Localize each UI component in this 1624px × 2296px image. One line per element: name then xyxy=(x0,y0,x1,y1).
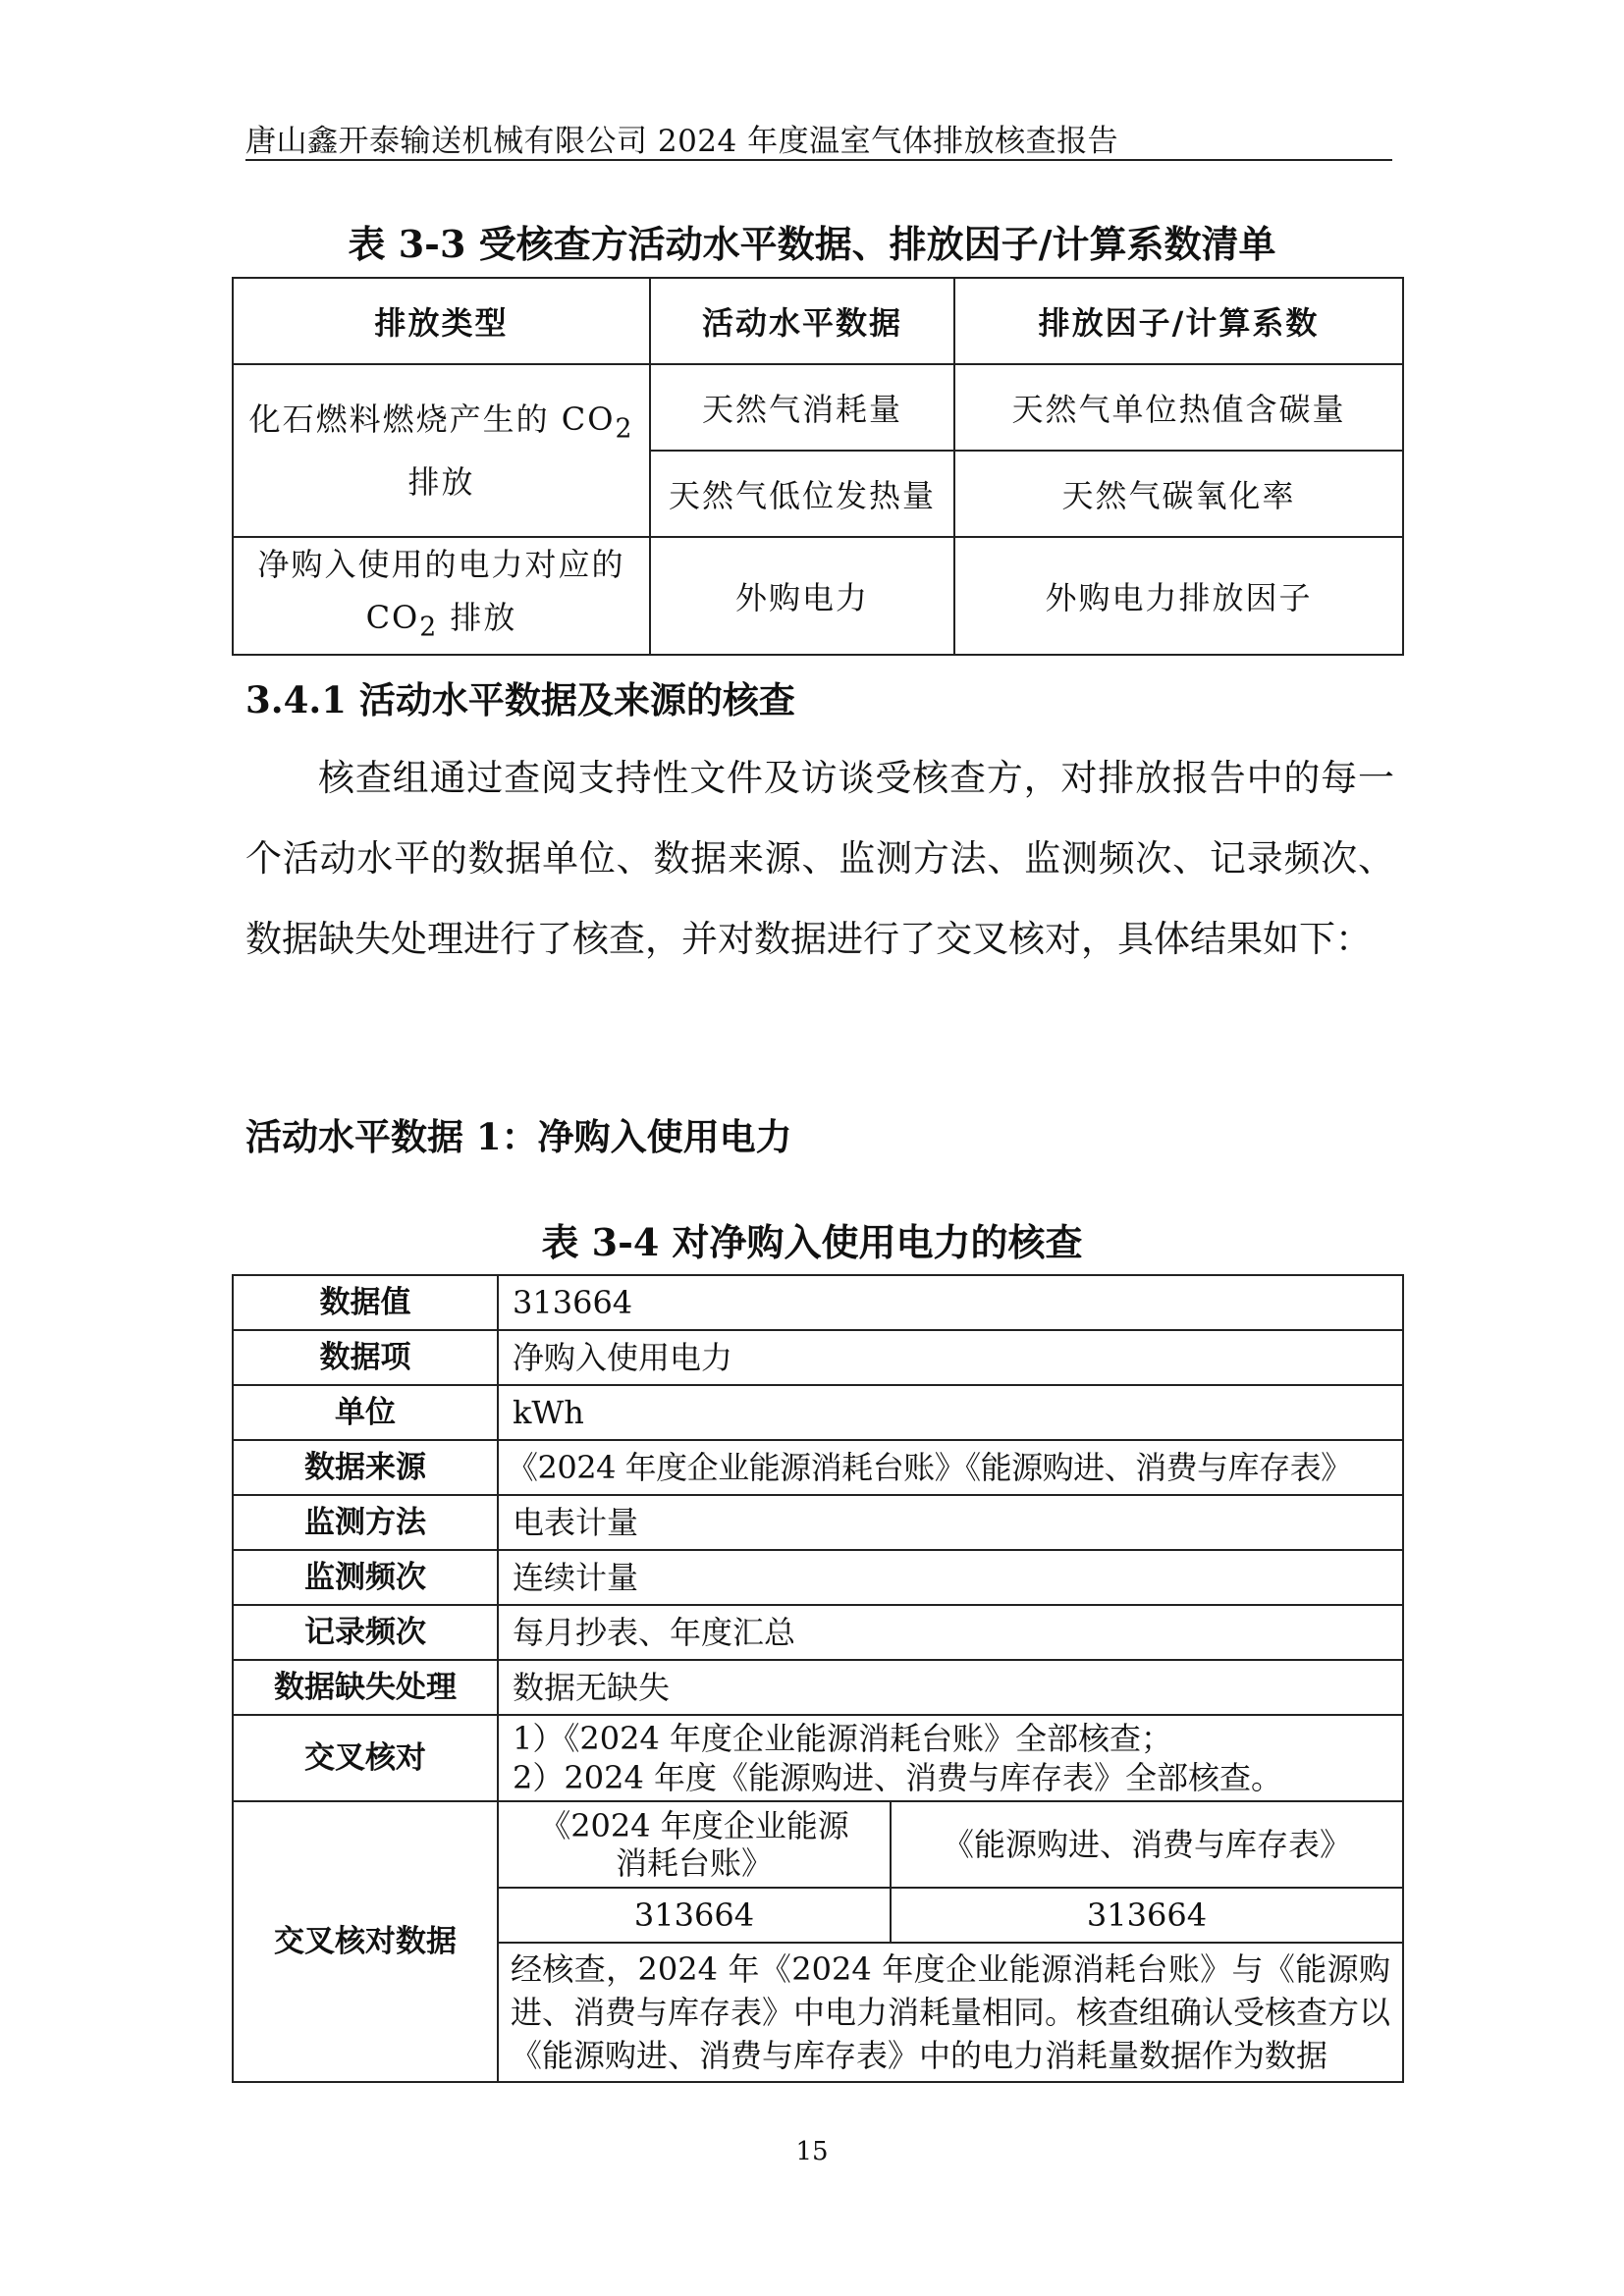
section-heading: 3.4.1 活动水平数据及来源的核查 xyxy=(245,678,795,721)
header-emission-type: 排放类型 xyxy=(233,278,650,364)
row-value: 净购入使用电力 xyxy=(498,1330,1403,1385)
cross-check-cell xyxy=(498,1715,1403,1801)
row-value: 电表计量 xyxy=(498,1495,1403,1550)
table-row xyxy=(233,1440,1403,1495)
row-value: 连续计量 xyxy=(498,1550,1403,1605)
table-header-row xyxy=(233,278,1403,364)
factor-cell: 天然气碳氧化率 xyxy=(954,451,1403,537)
cross-data-col1-value: 313664 xyxy=(498,1888,891,1943)
header-emission-factor: 排放因子/计算系数 xyxy=(954,278,1403,364)
cross-check-line: 2）2024 年度《能源购进、消费与库存表》全部核查。 xyxy=(513,1759,1282,1796)
activity-cell: 天然气低位发热量 xyxy=(650,451,954,537)
emission-type-line: 化石燃料燃烧产生的 CO xyxy=(248,400,616,438)
row-label: 记录频次 xyxy=(233,1605,498,1660)
row-value: 数据无缺失 xyxy=(498,1660,1403,1715)
subscript: 2 xyxy=(615,413,634,445)
row-label: 数据来源 xyxy=(233,1440,498,1495)
emission-type-line: 排放 xyxy=(407,463,475,502)
row-label: 数据项 xyxy=(233,1330,498,1385)
table-row xyxy=(233,1801,1403,1888)
table-row xyxy=(233,364,1403,451)
row-label: 数据值 xyxy=(233,1275,498,1330)
row-label: 单位 xyxy=(233,1385,498,1440)
table-row xyxy=(233,1550,1403,1605)
factor-cell: 天然气单位热值含碳量 xyxy=(954,364,1403,451)
table-3-3 xyxy=(232,277,1404,656)
page-header: 唐山鑫开泰输送机械有限公司 2024 年度温室气体排放核查报告 xyxy=(245,124,1119,159)
activity-cell: 外购电力 xyxy=(650,537,954,655)
table-row xyxy=(233,1275,1403,1330)
header-activity-data: 活动水平数据 xyxy=(650,278,954,364)
row-label: 交叉核对 xyxy=(233,1715,498,1801)
row-label: 数据缺失处理 xyxy=(233,1660,498,1715)
table-row xyxy=(233,1715,1403,1801)
page-number: 15 xyxy=(795,2137,829,2166)
subheading: 活动水平数据 1：净购入使用电力 xyxy=(245,1115,792,1158)
cross-data-col1-header: 《2024 年度企业能源消耗台账》 xyxy=(498,1801,891,1888)
row-label: 交叉核对数据 xyxy=(233,1801,498,2082)
table-row xyxy=(233,537,1403,655)
row-label: 监测频次 xyxy=(233,1550,498,1605)
subscript: 2 xyxy=(419,612,439,643)
table-3-4 xyxy=(232,1274,1404,2083)
cross-data-col2-value: 313664 xyxy=(891,1888,1403,1943)
emission-type-fossil xyxy=(233,364,650,537)
row-label: 监测方法 xyxy=(233,1495,498,1550)
paragraph-text: 核查组通过查阅支持性文件及访谈受核查方，对排放报告中的每一个活动水平的数据单位、数据来源、监测方法、监测频次、记录频次、数据缺失处理进行了核查，并对数据进行了交叉核对，具体结果如下： xyxy=(245,757,1394,960)
table-3-3-caption: 表 3-3 受核查方活动水平数据、排放因子/计算系数清单 xyxy=(348,222,1276,266)
cross-data-col2-header: 《能源购进、消费与库存表》 xyxy=(891,1801,1403,1888)
table-3-4-caption: 表 3-4 对净购入使用电力的核查 xyxy=(541,1220,1083,1264)
row-value: 每月抄表、年度汇总 xyxy=(498,1605,1403,1660)
emission-type-line: 排放 xyxy=(438,599,517,636)
table-row xyxy=(233,1385,1403,1440)
emission-type-line: CO xyxy=(365,599,420,636)
table-row xyxy=(233,1495,1403,1550)
row-value: 313664 xyxy=(498,1275,1403,1330)
table-row xyxy=(233,1605,1403,1660)
row-value: 《2024 年度企业能源消耗台账》《能源购进、消费与库存表》 xyxy=(498,1440,1403,1495)
table-row xyxy=(233,1660,1403,1715)
cross-check-line: 1）《2024 年度企业能源消耗台账》全部核查； xyxy=(513,1720,1172,1757)
emission-type-electricity xyxy=(233,537,650,655)
factor-cell: 外购电力排放因子 xyxy=(954,537,1403,655)
table-row xyxy=(233,1330,1403,1385)
emission-type-line: 净购入使用的电力对应的 xyxy=(257,546,625,583)
cross-data-conclusion: 经核查，2024 年《2024 年度企业能源消耗台账》与《能源购进、消费与库存表》中电力消耗量相同。核查组确认受核查方以《能源购进、消费与库存表》中的电力消耗量数据作为数据 xyxy=(498,1943,1403,2082)
row-value: kWh xyxy=(498,1385,1403,1440)
header-rule xyxy=(245,159,1392,161)
section-paragraph xyxy=(245,738,1394,980)
activity-cell: 天然气消耗量 xyxy=(650,364,954,451)
